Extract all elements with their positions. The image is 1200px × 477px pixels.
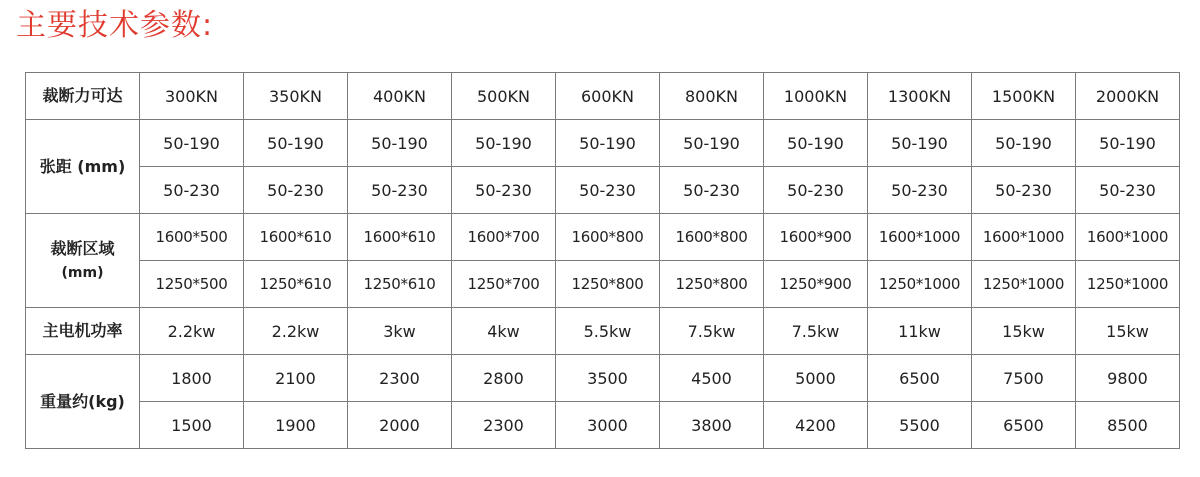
cell-weight-2: 2300: [452, 402, 556, 449]
cell-weight-1: 2100: [244, 355, 348, 402]
cell-motor-power: 2.2kw: [244, 308, 348, 355]
cell-stroke-1: 50-190: [348, 120, 452, 167]
cell-weight-1: 2800: [452, 355, 556, 402]
row-weight-1: [26, 355, 1180, 402]
cell-stroke-1: 50-190: [868, 120, 972, 167]
cell-stroke-2: 50-230: [660, 167, 764, 214]
cell-weight-1: 6500: [868, 355, 972, 402]
cell-stroke-2: 50-230: [452, 167, 556, 214]
row-label-cutting-force: 裁断力可达: [26, 73, 140, 120]
row-label-motor-power: 主电机功率: [26, 308, 140, 355]
row-area-1: [26, 214, 1180, 261]
cell-weight-1: 9800: [1076, 355, 1180, 402]
row-label-cutting-area: [26, 214, 140, 308]
cell-cutting-force: 800KN: [660, 73, 764, 120]
cell-stroke-2: 50-230: [1076, 167, 1180, 214]
cell-weight-1: 4500: [660, 355, 764, 402]
cell-area-2: 1250*900: [764, 261, 868, 308]
row-label-weight: 重量约(kg): [26, 355, 140, 449]
cell-cutting-force: 2000KN: [1076, 73, 1180, 120]
cell-weight-1: 1800: [140, 355, 244, 402]
cell-stroke-2: 50-230: [764, 167, 868, 214]
cell-stroke-2: 50-230: [868, 167, 972, 214]
cell-stroke-1: 50-190: [244, 120, 348, 167]
cell-area-1: 1600*610: [244, 214, 348, 261]
spec-table: [25, 72, 1180, 449]
cell-weight-1: 2300: [348, 355, 452, 402]
cell-stroke-2: 50-230: [140, 167, 244, 214]
cell-area-1: 1600*610: [348, 214, 452, 261]
cell-stroke-2: 50-230: [348, 167, 452, 214]
cell-cutting-force: 600KN: [556, 73, 660, 120]
cell-area-2: 1250*700: [452, 261, 556, 308]
row-label-stroke: 张距 (mm): [26, 120, 140, 214]
cell-cutting-force: 1500KN: [972, 73, 1076, 120]
cell-motor-power: 5.5kw: [556, 308, 660, 355]
cell-stroke-1: 50-190: [140, 120, 244, 167]
cell-weight-2: 6500: [972, 402, 1076, 449]
cell-stroke-1: 50-190: [556, 120, 660, 167]
cell-weight-2: 2000: [348, 402, 452, 449]
row-cutting-force: [26, 73, 1180, 120]
cell-cutting-force: 300KN: [140, 73, 244, 120]
cell-area-2: 1250*1000: [1076, 261, 1180, 308]
cell-cutting-force: 1300KN: [868, 73, 972, 120]
row-area-2: [26, 261, 1180, 308]
cell-area-2: 1250*800: [556, 261, 660, 308]
cell-motor-power: 4kw: [452, 308, 556, 355]
cell-area-1: 1600*1000: [868, 214, 972, 261]
cell-motor-power: 3kw: [348, 308, 452, 355]
cell-cutting-force: 500KN: [452, 73, 556, 120]
cell-cutting-force: 350KN: [244, 73, 348, 120]
cell-area-1: 1600*1000: [972, 214, 1076, 261]
cell-motor-power: 2.2kw: [140, 308, 244, 355]
cell-area-1: 1600*500: [140, 214, 244, 261]
cell-weight-2: 3800: [660, 402, 764, 449]
row-weight-2: [26, 402, 1180, 449]
cell-motor-power: 11kw: [868, 308, 972, 355]
cell-area-2: 1250*1000: [972, 261, 1076, 308]
cell-stroke-2: 50-230: [556, 167, 660, 214]
cell-stroke-1: 50-190: [1076, 120, 1180, 167]
cell-motor-power: 15kw: [1076, 308, 1180, 355]
cell-area-2: 1250*610: [348, 261, 452, 308]
cell-weight-2: 5500: [868, 402, 972, 449]
cell-area-2: 1250*1000: [868, 261, 972, 308]
cell-weight-2: 4200: [764, 402, 868, 449]
page-title: 主要技术参数:: [16, 8, 214, 43]
row-stroke-1: [26, 120, 1180, 167]
cell-cutting-force: 400KN: [348, 73, 452, 120]
cell-stroke-1: 50-190: [660, 120, 764, 167]
cell-area-2: 1250*500: [140, 261, 244, 308]
cell-stroke-2: 50-230: [244, 167, 348, 214]
cell-area-1: 1600*1000: [1076, 214, 1180, 261]
cell-weight-1: 3500: [556, 355, 660, 402]
cell-weight-2: 1900: [244, 402, 348, 449]
cell-area-2: 1250*610: [244, 261, 348, 308]
cell-weight-1: 5000: [764, 355, 868, 402]
cell-stroke-1: 50-190: [972, 120, 1076, 167]
cell-area-1: 1600*900: [764, 214, 868, 261]
cutting-area-label: 裁断区域: [50, 238, 115, 258]
cell-stroke-2: 50-230: [972, 167, 1076, 214]
cell-stroke-1: 50-190: [452, 120, 556, 167]
row-stroke-2: [26, 167, 1180, 214]
cell-motor-power: 7.5kw: [660, 308, 764, 355]
cell-area-1: 1600*800: [660, 214, 764, 261]
cell-area-2: 1250*800: [660, 261, 764, 308]
cell-cutting-force: 1000KN: [764, 73, 868, 120]
row-motor-power: [26, 308, 1180, 355]
cell-motor-power: 15kw: [972, 308, 1076, 355]
cell-weight-2: 3000: [556, 402, 660, 449]
cell-area-1: 1600*700: [452, 214, 556, 261]
cell-weight-2: 8500: [1076, 402, 1180, 449]
cell-weight-1: 7500: [972, 355, 1076, 402]
cutting-area-unit: (mm): [61, 264, 104, 281]
cell-area-1: 1600*800: [556, 214, 660, 261]
cell-motor-power: 7.5kw: [764, 308, 868, 355]
cell-stroke-1: 50-190: [764, 120, 868, 167]
cell-weight-2: 1500: [140, 402, 244, 449]
